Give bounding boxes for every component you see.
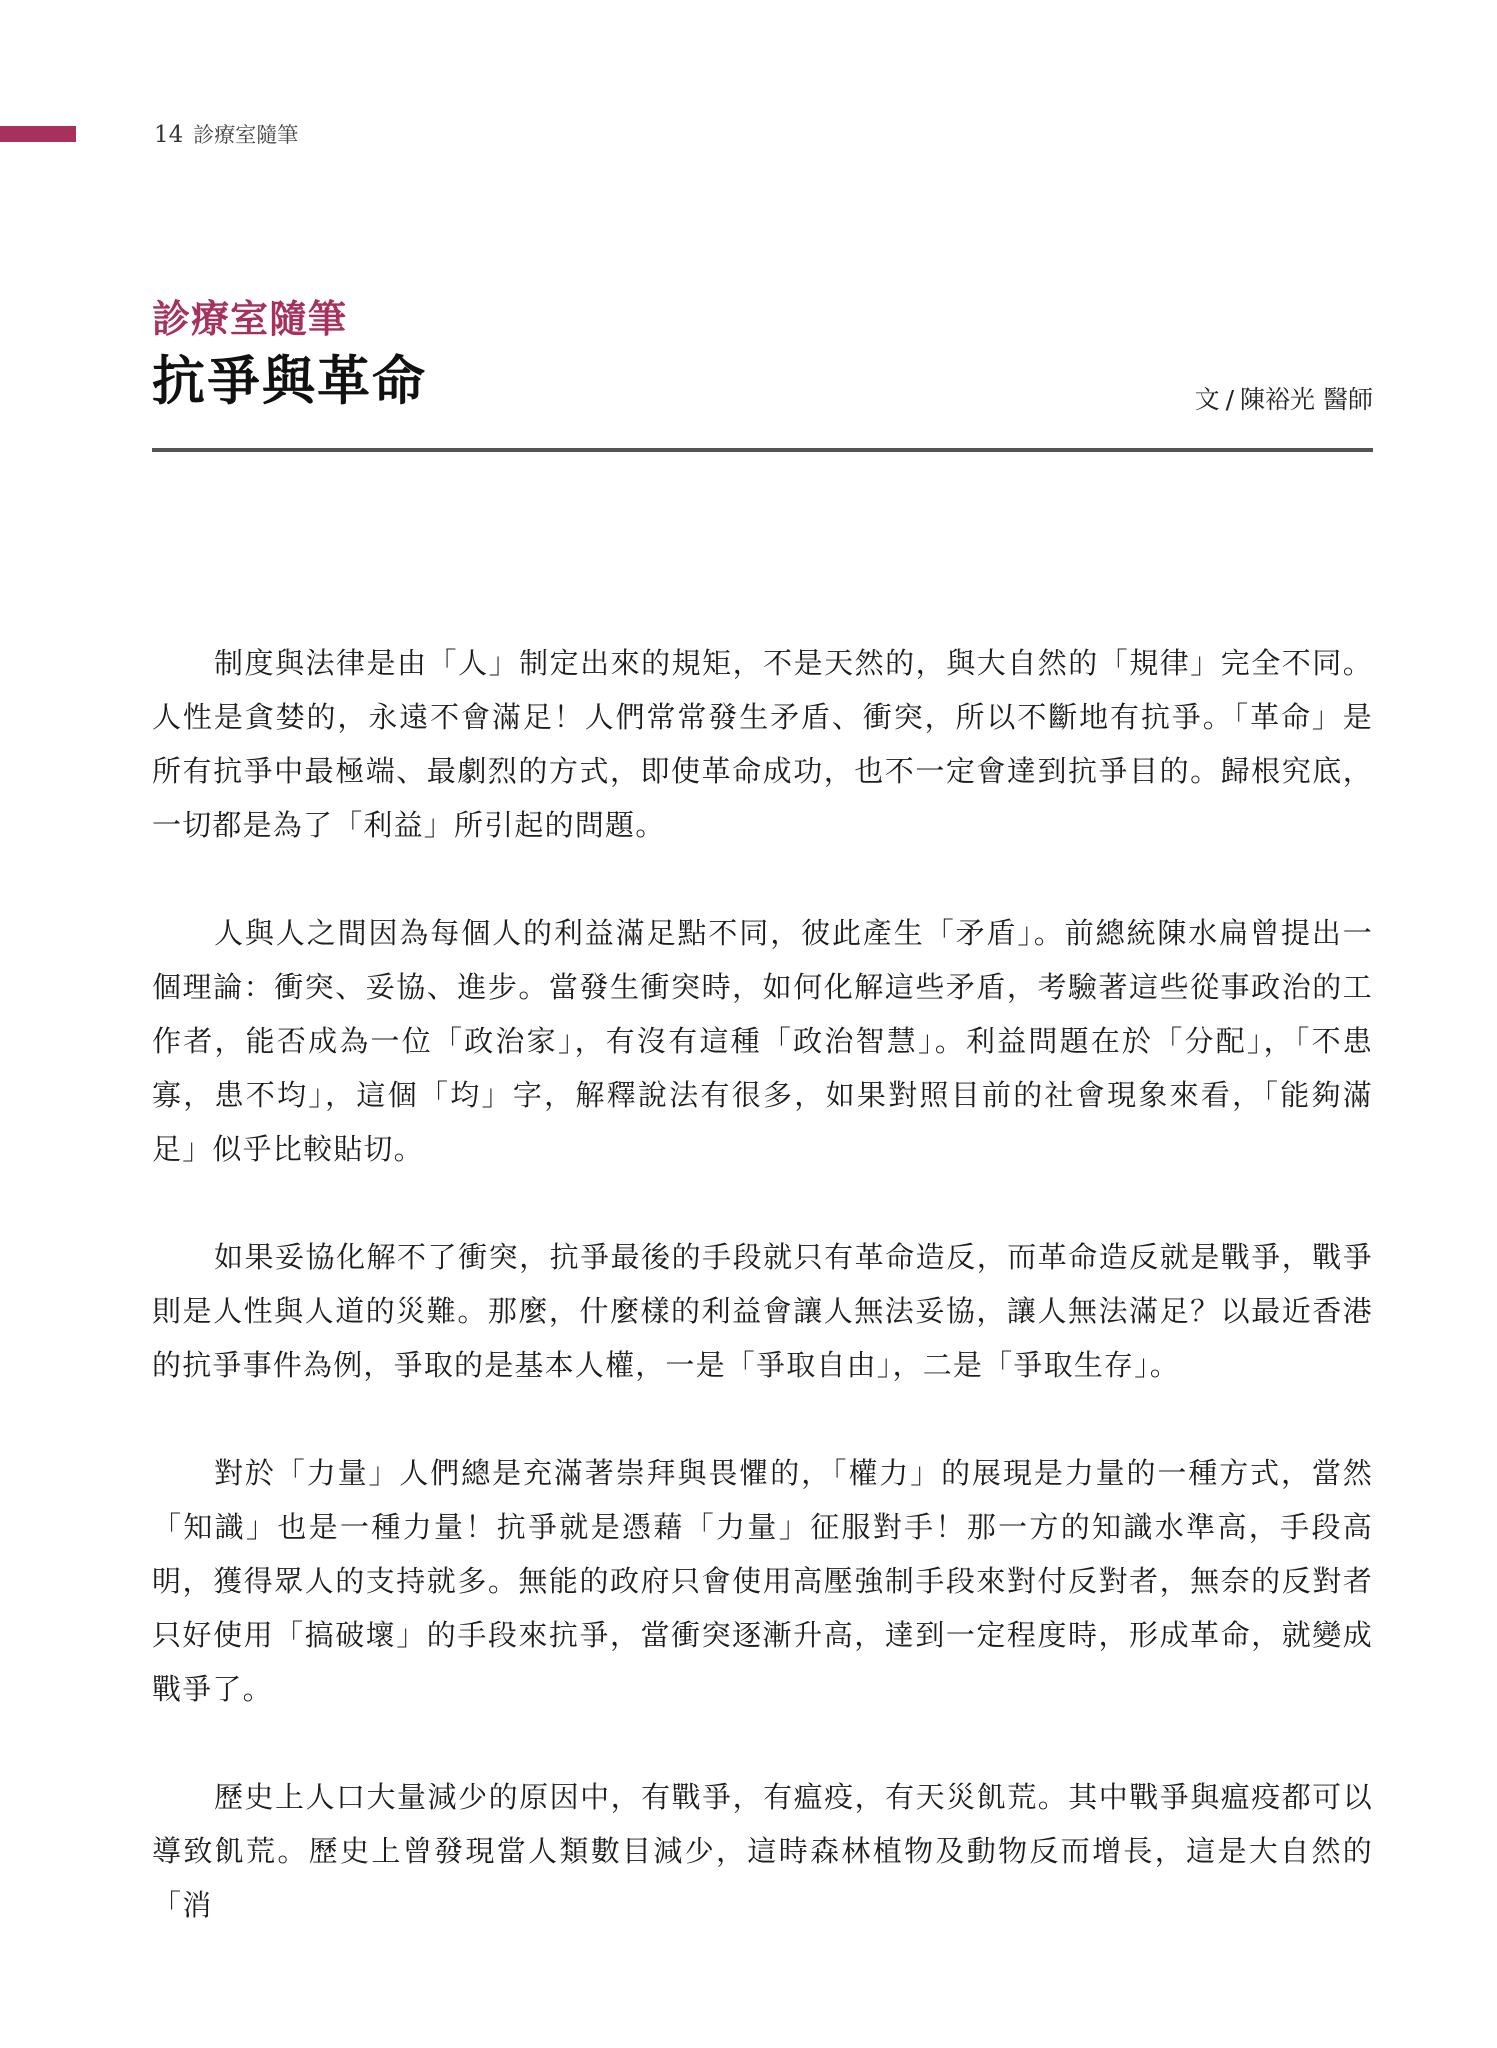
title-divider	[152, 448, 1373, 452]
byline	[1195, 380, 1373, 416]
article-body	[152, 636, 1373, 1932]
body-paragraph: 如果妥協化解不了衝突，抗爭最後的手段就只有革命造反，而革命造反就是戰爭，戰爭則是人性與人道的災難。那麼，什麼樣的利益會讓人無法妥協，讓人無法滿足？以最近香港的抗爭事件為例，爭取的是基本人權，一是「爭取自由」，二是「爭取生存」。	[152, 1240, 1373, 1382]
article-title: 抗爭與革命	[152, 351, 427, 412]
page-number: 14	[154, 122, 184, 148]
byline-prefix: 文	[1194, 385, 1220, 414]
byline-author: 陳裕光 醫師	[1240, 385, 1373, 414]
body-paragraph: 對於「力量」人們總是充滿著崇拜與畏懼的，「權力」的展現是力量的一種方式，當然「知識」也是一種力量！抗爭就是憑藉「力量」征服對手！那一方的知識水準高，手段高明，獲得眾人的支持就多。無能的政府只會使用高壓強制手段來對付反對者，無奈的反對者只好使用「搞破壞」的手段來抗爭，當衝突逐漸升高，達到一定程度時，形成革命，就變成戰爭了。	[152, 1456, 1373, 1706]
running-header-section: 診療室隨筆	[193, 123, 299, 147]
body-paragraph: 人與人之間因為每個人的利益滿足點不同，彼此產生「矛盾」。前總統陳水扁曾提出一個理論：衝突、妥協、進步。當發生衝突時，如何化解這些矛盾，考驗著這些從事政治的工作者，能否成為一位「政治家」，有沒有這種「政治智慧」。利益問題在於「分配」，「不患寡，患不均」，這個「均」字，解釋說法有很多，如果對照目前的社會現象來看，「能夠滿足」似乎比較貼切。	[152, 916, 1373, 1166]
byline-slash: /	[1225, 385, 1235, 414]
header-accent-bar	[0, 126, 76, 142]
running-header	[154, 119, 298, 149]
body-paragraph: 歷史上人口大量減少的原因中，有戰爭，有瘟疫，有天災飢荒。其中戰爭與瘟疫都可以導致飢荒。歷史上曾發現當人類數目減少，這時森林植物及動物反而增長，這是大自然的「消	[152, 1780, 1373, 1922]
column-label: 診療室隨筆	[152, 297, 348, 341]
body-paragraph: 制度與法律是由「人」制定出來的規矩，不是天然的，與大自然的「規律」完全不同。人性是貪婪的，永遠不會滿足！人們常常發生矛盾、衝突，所以不斷地有抗爭。「革命」是所有抗爭中最極端、最劇烈的方式，即使革命成功，也不一定會達到抗爭目的。歸根究底，一切都是為了「利益」所引起的問題。	[152, 646, 1373, 842]
